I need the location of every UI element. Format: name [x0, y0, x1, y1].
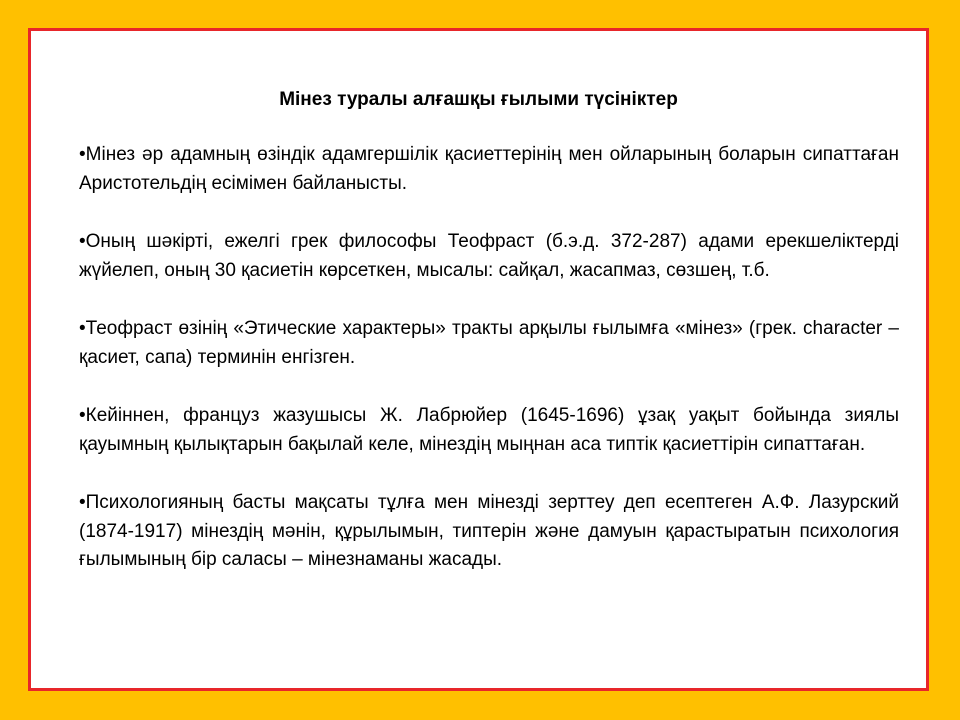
bullet-list: [79, 141, 899, 605]
bullet-labruyere: •Кейіннен, француз жазушысы Ж. Лабрюйер (1645-1696) ұзақ уақыт бойында зиялы қауымның қылықтарын бақылай келе, мінездің мыңнан аса типтік қасиеттірін сипаттаған.: [79, 405, 899, 455]
slide-frame: [28, 28, 929, 691]
bullet-ethical-characters: •Теофраст өзінің «Этические характеры» тракты арқылы ғылымға «мінез» (грек. character – қасиет, сапа) терминін енгізген.: [79, 318, 899, 368]
bullet-lazursky: •Психологияның басты мақсаты тұлға мен мінезді зерттеу деп есептеген А.Ф. Лазурский (1874-1917) мінездің мәнін, құрылымын, типтерін және дамуын қарастыратын психология ғылымының бір саласы – мінезнаманы жасады.: [79, 492, 899, 570]
slide-title: Мінез туралы алғашқы ғылыми түсініктер: [279, 89, 678, 110]
bullet-aristotle: •Мінез әр адамның өзіндік адамгершілік қасиеттерінің мен ойларының боларын сипаттаған Аристотельдің есімімен байланысты.: [79, 144, 899, 194]
bullet-theophrastus: •Оның шәкірті, ежелгі грек философы Теофраст (б.э.д. 372-287) адами ерекшеліктерді жүйелеп, оның 30 қасиетін көрсеткен, мысалы: сайқал, жасапмаз, сөзшең, т.б.: [79, 231, 899, 281]
